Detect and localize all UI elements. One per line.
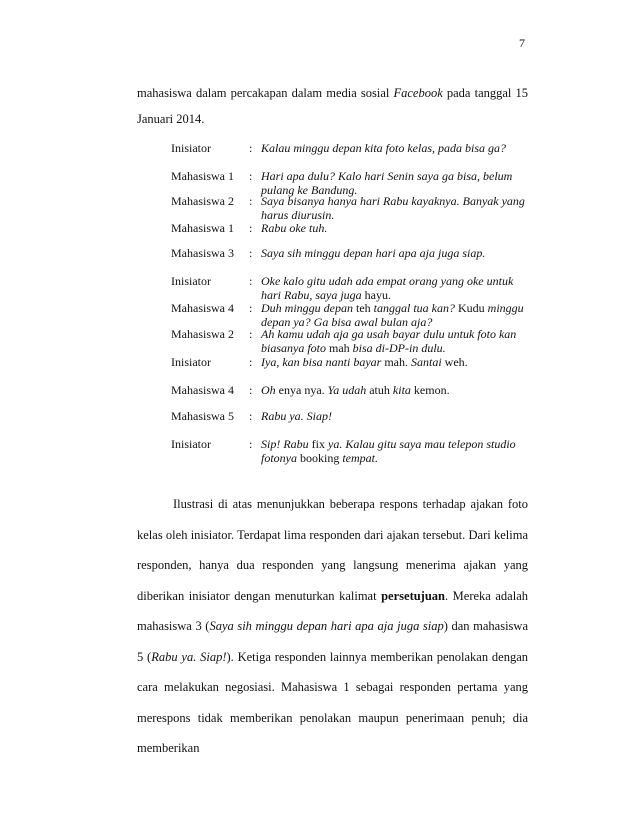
dialogue-row <box>171 274 531 302</box>
utterance-segment: mah <box>326 341 353 356</box>
intro-paragraph <box>137 80 528 132</box>
dialogue-row <box>171 409 531 423</box>
dialogue-row <box>171 355 531 369</box>
utterance-segment: Iya, kan bisa nanti bayar <box>261 355 382 369</box>
body-segment: Rabu ya. Siap! <box>151 649 227 664</box>
utterance-segment: Rabu oke tuh. <box>261 221 328 235</box>
intro-text-1: mahasiswa dalam percakapan dalam media sosial <box>137 86 394 100</box>
utterance-segment: Ah kamu udah aja ga usah bayar dulu untuk foto kan biasanya foto <box>261 327 517 356</box>
body-paragraph <box>137 489 528 764</box>
dialogue-row <box>171 221 531 235</box>
utterance <box>261 221 531 235</box>
utterance-segment: enya nya. <box>275 383 328 397</box>
dialogue-row <box>171 301 531 329</box>
colon: : <box>249 274 253 288</box>
body-segment: persetujuan <box>381 588 446 603</box>
utterance-segment: minggu depan ya? Ga bisa awal bulan aja? <box>261 301 524 330</box>
body-segment: ). Ketiga responden lainnya memberikan penolakan dengan cara melakukan negosiasi. Mahasiswa 1 sebagai responden pertama yang merespons tidak memberikan penolakan maupun penerimaan penuh; dia memberikan <box>137 649 528 755</box>
utterance <box>261 301 531 329</box>
colon: : <box>249 246 253 260</box>
utterance-segment: Kalau minggu depan kita foto kelas, pada bisa ga? <box>261 141 506 155</box>
colon: : <box>249 194 253 208</box>
utterance-segment: atuh <box>366 383 393 397</box>
utterance-segment: mah. <box>381 355 411 369</box>
dialogue-row <box>171 246 531 260</box>
body-segment: Saya sih minggu depan hari apa aja juga siap <box>209 619 444 633</box>
utterance-segment: tanggal tua kan? <box>373 301 455 315</box>
speaker: Mahasiswa 4 <box>171 301 234 315</box>
utterance-segment: weh. <box>441 355 468 369</box>
speaker: Inisiator <box>171 437 211 451</box>
utterance <box>261 327 531 355</box>
dialogue-row <box>171 194 531 222</box>
colon: : <box>249 327 253 341</box>
utterance-segment: kemon. <box>410 383 450 397</box>
utterance <box>261 141 531 155</box>
body-segment: ) dan mahasiswa 5 ( <box>137 619 528 664</box>
utterance <box>261 194 531 222</box>
colon: : <box>249 141 253 155</box>
utterance-segment: Sip! Rabu <box>261 437 309 451</box>
colon: : <box>249 355 253 369</box>
utterance-segment: fix <box>308 437 329 451</box>
colon: : <box>249 221 253 235</box>
speaker: Inisiator <box>171 355 211 369</box>
speaker: Mahasiswa 2 <box>171 194 234 208</box>
utterance-segment: teh <box>353 301 374 315</box>
speaker: Mahasiswa 1 <box>171 169 234 183</box>
colon: : <box>249 383 253 397</box>
utterance-segment: Saya bisanya hanya hari Rabu kayaknya. Banyak yang harus diurusin. <box>261 194 525 223</box>
utterance-segment: Duh minggu depan <box>261 301 353 315</box>
speaker: Mahasiswa 4 <box>171 383 234 397</box>
body-segment: Ilustrasi di atas menunjukkan beberapa respons terhadap ajakan foto kelas oleh inisiator. Terdapat lima responden dari ajakan tersebut. Dari kelima responden, hanya dua responden yang langsung menerima ajakan yang diberikan inisiator dengan menuturkan kalimat <box>137 497 528 603</box>
page-number: 7 <box>519 36 525 50</box>
utterance <box>261 355 531 369</box>
utterance <box>261 383 531 397</box>
body-text <box>137 497 528 755</box>
utterance-segment: Hari apa dulu? Kalo hari Senin saya ga bisa, belum pulang ke Bandung. <box>261 169 513 198</box>
colon: : <box>249 169 253 183</box>
utterance-segment: hayu. <box>361 288 391 303</box>
dialogue-row <box>171 383 531 397</box>
speaker: Mahasiswa 2 <box>171 327 234 341</box>
utterance-segment: Oh <box>261 383 276 397</box>
body-segment: . Mereka adalah mahasiswa 3 ( <box>137 588 528 633</box>
utterance-segment: booking <box>297 451 343 466</box>
intro-text-2: pada tanggal 15 Januari 2014. <box>137 86 528 126</box>
utterance-segment: tempat. <box>342 451 379 466</box>
colon: : <box>249 409 253 423</box>
utterance <box>261 274 531 302</box>
speaker: Mahasiswa 1 <box>171 221 234 235</box>
utterance-segment: ya. Kalau gitu saya mau telepon studio fotonya <box>261 437 516 466</box>
colon: : <box>249 301 253 315</box>
colon: : <box>249 437 253 451</box>
dialogue-row <box>171 327 531 355</box>
utterance-segment: bisa di-DP-in dulu. <box>352 341 446 356</box>
speaker: Inisiator <box>171 141 211 155</box>
dialogue-row <box>171 141 531 155</box>
utterance-segment: Ya udah <box>327 383 367 397</box>
utterance-segment: Rabu ya. Siap! <box>261 409 332 423</box>
utterance-segment: Saya sih minggu depan hari apa aja juga siap. <box>261 246 486 260</box>
utterance-segment: kita <box>392 383 411 397</box>
utterance <box>261 409 531 423</box>
speaker: Mahasiswa 5 <box>171 409 234 423</box>
speaker: Mahasiswa 3 <box>171 246 234 260</box>
intro-facebook: Facebook <box>393 86 443 100</box>
utterance <box>261 246 531 260</box>
speaker: Inisiator <box>171 274 211 288</box>
dialogue-row <box>171 437 531 465</box>
utterance <box>261 437 531 465</box>
utterance-segment: Oke kalo gitu udah ada empat orang yang oke untuk hari Rabu, saya juga <box>261 274 514 303</box>
utterance-segment: Santai <box>411 355 442 369</box>
utterance-segment: Kudu <box>455 301 488 315</box>
